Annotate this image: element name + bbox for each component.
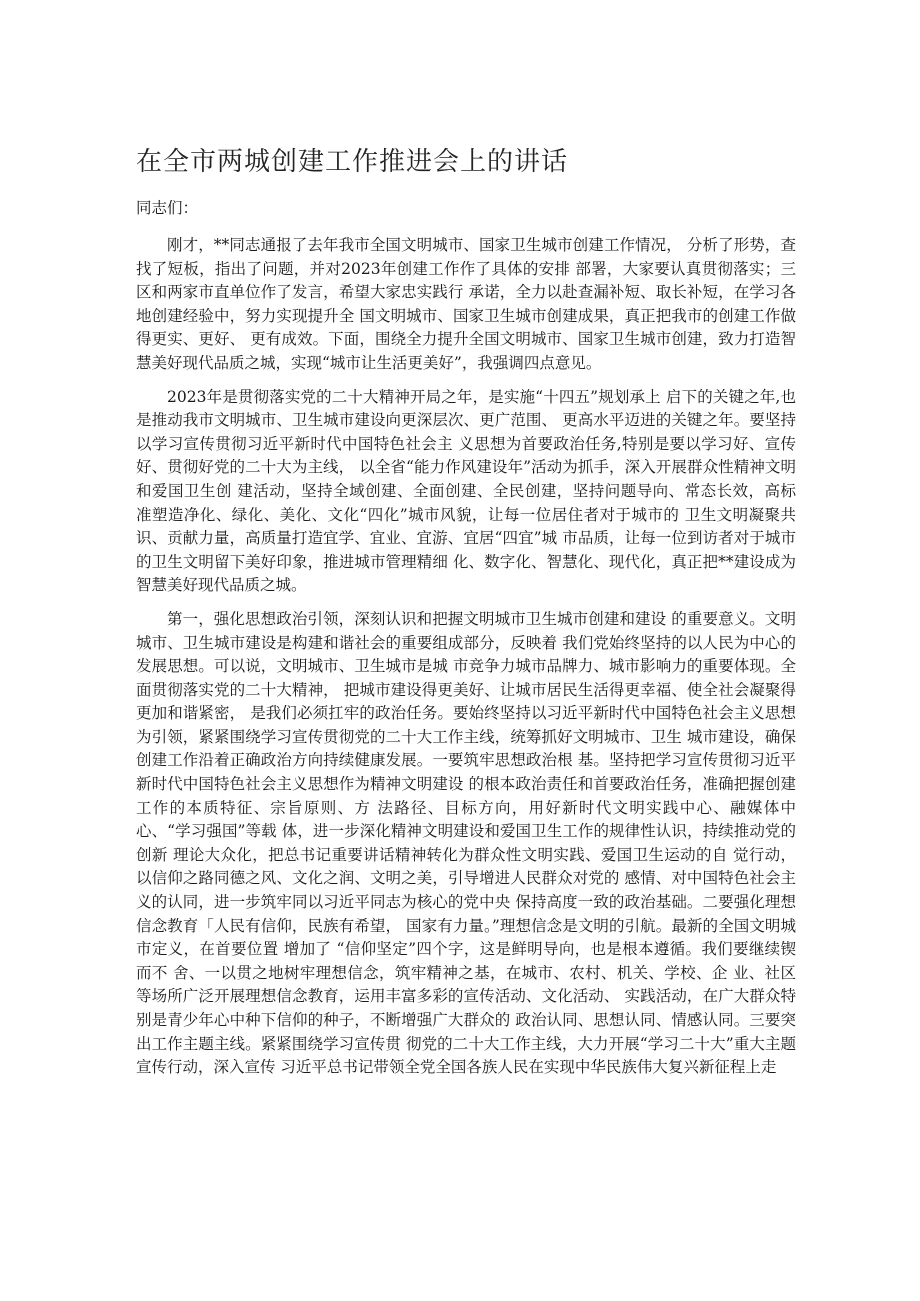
- paragraph-point-one: 第一，强化思想政治引领，深刻认识和把握文明城市卫生城市创建和建设 的重要意义。文明城市、卫生城市建设是构建和谐社会的重要组成部分，反映着 我们党始终坚持的以人民为中心的发展思想。可以说，文明城市、卫生城市是城 市竞争力城市品牌力、城市影响力的重要体现。全面贯彻落实党的二十大精神， 把城市建设得更美好、让城市居民生活得更幸福、使全社会凝聚得更加和谐紧密， 是我们必须扛牢的政治任务。要始终坚持以习近平新时代中国特色社会主义思想 为引领，紧紧围绕学习宣传贯彻党的二十大工作主线，统筹抓好文明城市、卫生 城市建设，确保创建工作沿着正确政治方向持续健康发展。一要筑牢思想政治根 基。坚持把学习宣传贯彻习近平新时代中国特色社会主义思想作为精神文明建设 的根本政治责任和首要政治任务，准确把握创建工作的本质特征、宗旨原则、方 法路径、目标方向，用好新时代文明实践中心、融媒体中心、“学习强国”等载 体，进一步深化精神文明建设和爱国卫生工作的规律性认识，持续推动党的创新 理论大众化，把总书记重要讲话精神转化为群众性文明实践、爱国卫生运动的自 觉行动，以信仰之路同德之风、文化之润、文明之美，引导增进人民群众对党的 感情、对中国特色社会主义的认同，进一步筑牢同以习近平同志为核心的党中央 保持高度一致的政治基础。二要强化理想信念教育「人民有信仰，民族有希望， 国家有力量。”理想信念是文明的引航。最新的全国文明城市定义，在首要位置 增加了 “信仰坚定”四个字，这是鲜明导向，也是根本遵循。我们要继续锲而不 舍、一以贯之地树牢理想信念，筑牢精神之基，在城市、农村、机关、学校、企 业、社区等场所广泛开展理想信念教育，运用丰富多彩的宣传活动、文化活动、 实践活动，在广大群众特别是青少年心中种下信仰的种子，不断增强广大群众的 政治认同、思想认同、情感认同。三要突出工作主题主线。紧紧围绕学习宣传贯 彻党的二十大工作主线，大力开展“学习二十大”重大主题宣传行动，深入宣传 习近平总书记带领全党全国各族人民在实现中华民族伟大复兴新征程上走: [136, 609, 796, 1077]
- document-page: [136, 140, 796, 1090]
- document-title: 在全市两城创建工作推进会上的讲话: [136, 147, 569, 177]
- salutation: 同志们：: [136, 199, 199, 217]
- paragraph-intro: 刚才，**同志通报了去年我市全国文明城市、国家卫生城市创建工作情况， 分析了形势，查找了短板，指出了问题，并对2023年创建工作作了具体的安排 部署，大家要认真贯彻落实；三区和两家市直单位作了发言，希望大家忠实践行 承诺，全力以赴查漏补短、取长补短，在学习各地创建经验中，努力实现提升全 国文明城市、国家卫生城市创建成果，真正把我市的创建工作做得更实、更好、 更有成效。下面，围绕全力提升全国文明城市、国家卫生城市创建，致力打造智 慧美好现代品质之城，实现“城市让生活更美好”，我强调四点意见。: [136, 236, 796, 372]
- paragraph-overview: 2023年是贯彻落实党的二十大精神开局之年，是实施“十四五”规划承上 启下的关键之年,也是推动我市文明城市、卫生城市建设向更深层次、更广范围、 更高水平迈进的关键之年。要坚持以学习宣传贯彻习近平新时代中国特色社会主 义思想为首要政治任务,特别是要以学习好、宣传好、贯彻好党的二十大为主线， 以全省“能力作风建设年”活动为抓手，深入开展群众性精神文明和爱国卫生创 建活动，坚持全域创建、全面创建、全民创建，坚持问题导向、常态长效，高标 准塑造净化、绿化、美化、文化“四化”城市风貌，让每一位居住者对于城市的 卫生文明凝聚共识、贡献力量，高质量打造宜学、宜业、宜游、宜居“四宜”城 市品质，让每一位到访者对于城市的卫生文明留下美好印象，推进城市管理精细 化、数字化、智慧化、现代化，真正把**建设成为智慧美好现代品质之城。: [136, 387, 796, 595]
